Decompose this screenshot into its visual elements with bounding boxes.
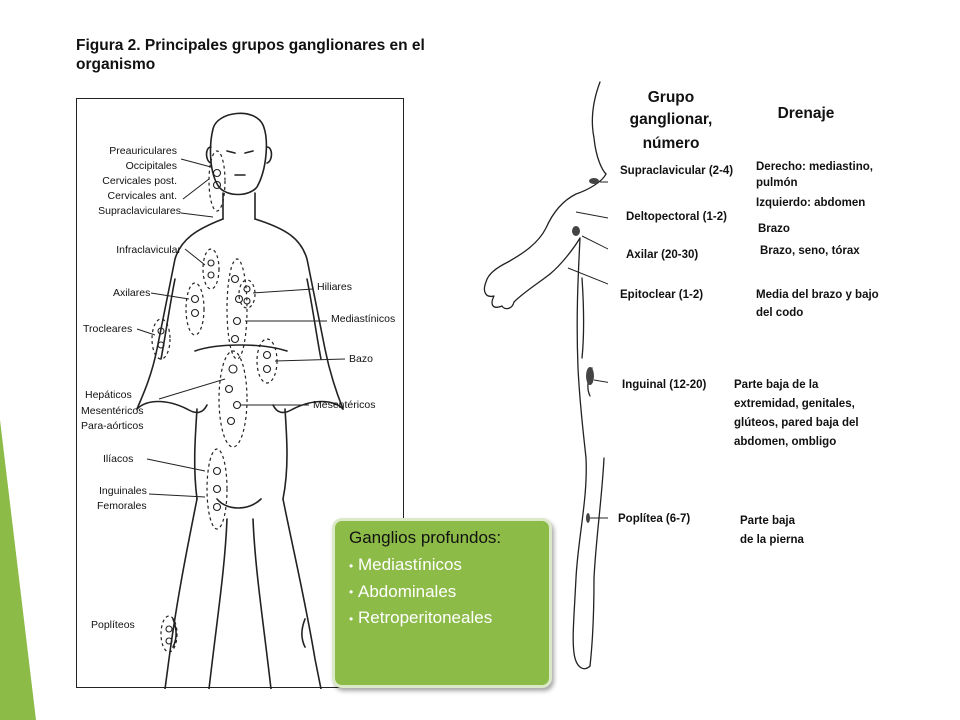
callout-item bbox=[349, 605, 539, 632]
row-drain-epitoclear-1: Media del brazo y bajo bbox=[756, 289, 879, 301]
row-drain-poplitea-1: Parte baja bbox=[740, 515, 795, 527]
row-drain-poplitea-2: de la pierna bbox=[740, 534, 804, 546]
header-grupo: Grupo bbox=[647, 89, 695, 106]
label-preauriculares: Preauriculares bbox=[109, 145, 177, 157]
row-group-axilar: Axilar (20-30) bbox=[626, 249, 699, 261]
row-group-epitoclear: Epitoclear (1-2) bbox=[620, 289, 704, 301]
deep-nodes-callout bbox=[332, 518, 552, 688]
row-group-supraclavicular: Supraclavicular (2-4) bbox=[620, 165, 734, 177]
bullet-icon: • bbox=[349, 611, 354, 626]
label-trocleares: Trocleares bbox=[83, 323, 133, 335]
row-drain-axilar: Brazo, seno, tórax bbox=[760, 245, 860, 257]
row-drain-inguinal-2: extremidad, genitales, bbox=[734, 398, 855, 410]
row-drain-inguinal-3: glúteos, pared baja del bbox=[734, 417, 859, 429]
callout-item-text: Abdominales bbox=[358, 581, 457, 601]
callout-item bbox=[349, 552, 539, 579]
label-mediastinicos: Mediastínicos bbox=[331, 313, 396, 325]
label-para-aorticos: Para-aórticos bbox=[81, 420, 144, 432]
header-drenaje: Drenaje bbox=[777, 105, 835, 122]
callout-item bbox=[349, 579, 539, 606]
row-drain-epitoclear-2: del codo bbox=[756, 307, 804, 319]
label-hiliares: Hiliares bbox=[317, 281, 353, 293]
bullet-icon: • bbox=[349, 558, 354, 573]
label-inguinales: Inguinales bbox=[99, 485, 147, 497]
row-group-inguinal: Inguinal (12-20) bbox=[622, 379, 707, 391]
label-supraclaviculares: Supraclaviculares bbox=[98, 205, 181, 217]
accent-bar bbox=[0, 0, 40, 720]
label-occipitales: Occipitales bbox=[125, 160, 177, 172]
label-bazo: Bazo bbox=[349, 353, 373, 365]
label-hepaticos: Hepáticos bbox=[85, 389, 132, 401]
row-drain-inguinal-4: abdomen, ombligo bbox=[734, 436, 837, 448]
label-cervicales-ant: Cervicales ant. bbox=[107, 190, 177, 202]
row-group-poplitea: Poplítea (6-7) bbox=[618, 513, 691, 525]
label-mesentericos-right: Mesentéricos bbox=[313, 399, 376, 411]
row-group-deltopectoral: Deltopectoral (1-2) bbox=[626, 211, 727, 223]
label-cervicales-post: Cervicales post. bbox=[102, 175, 177, 187]
row-drain-deltopectoral: Brazo bbox=[758, 223, 790, 235]
bullet-icon: • bbox=[349, 585, 354, 600]
row-drain-supraclavicular-2: pulmón bbox=[756, 177, 798, 189]
row-drain-supraclavicular-1: Derecho: mediastino, bbox=[756, 161, 873, 173]
figure-title: Figura 2. Principales grupos ganglionares en el organismo bbox=[76, 37, 425, 73]
label-femorales: Femorales bbox=[97, 500, 147, 512]
callout-item-text: Mediastínicos bbox=[358, 555, 462, 574]
header-numero: número bbox=[642, 135, 700, 149]
header-ganglionar: ganglionar, bbox=[629, 111, 713, 128]
callout-list bbox=[349, 552, 539, 632]
row-drain-inguinal-1: Parte baja de la bbox=[734, 379, 819, 391]
callout-item-text: Retroperitoneales bbox=[358, 608, 493, 628]
label-mesentericos-left: Mesentéricos bbox=[81, 405, 144, 417]
callout-title: Ganglios profundos: bbox=[349, 528, 502, 547]
row-drain-supraclavicular-3: Izquierdo: abdomen bbox=[756, 197, 866, 209]
label-infraclavicular: Infraclavicular bbox=[116, 244, 181, 256]
label-popliteos: Poplíteos bbox=[91, 619, 135, 631]
label-iliacos: Ilíacos bbox=[103, 453, 134, 465]
label-axilares: Axilares bbox=[113, 287, 151, 299]
